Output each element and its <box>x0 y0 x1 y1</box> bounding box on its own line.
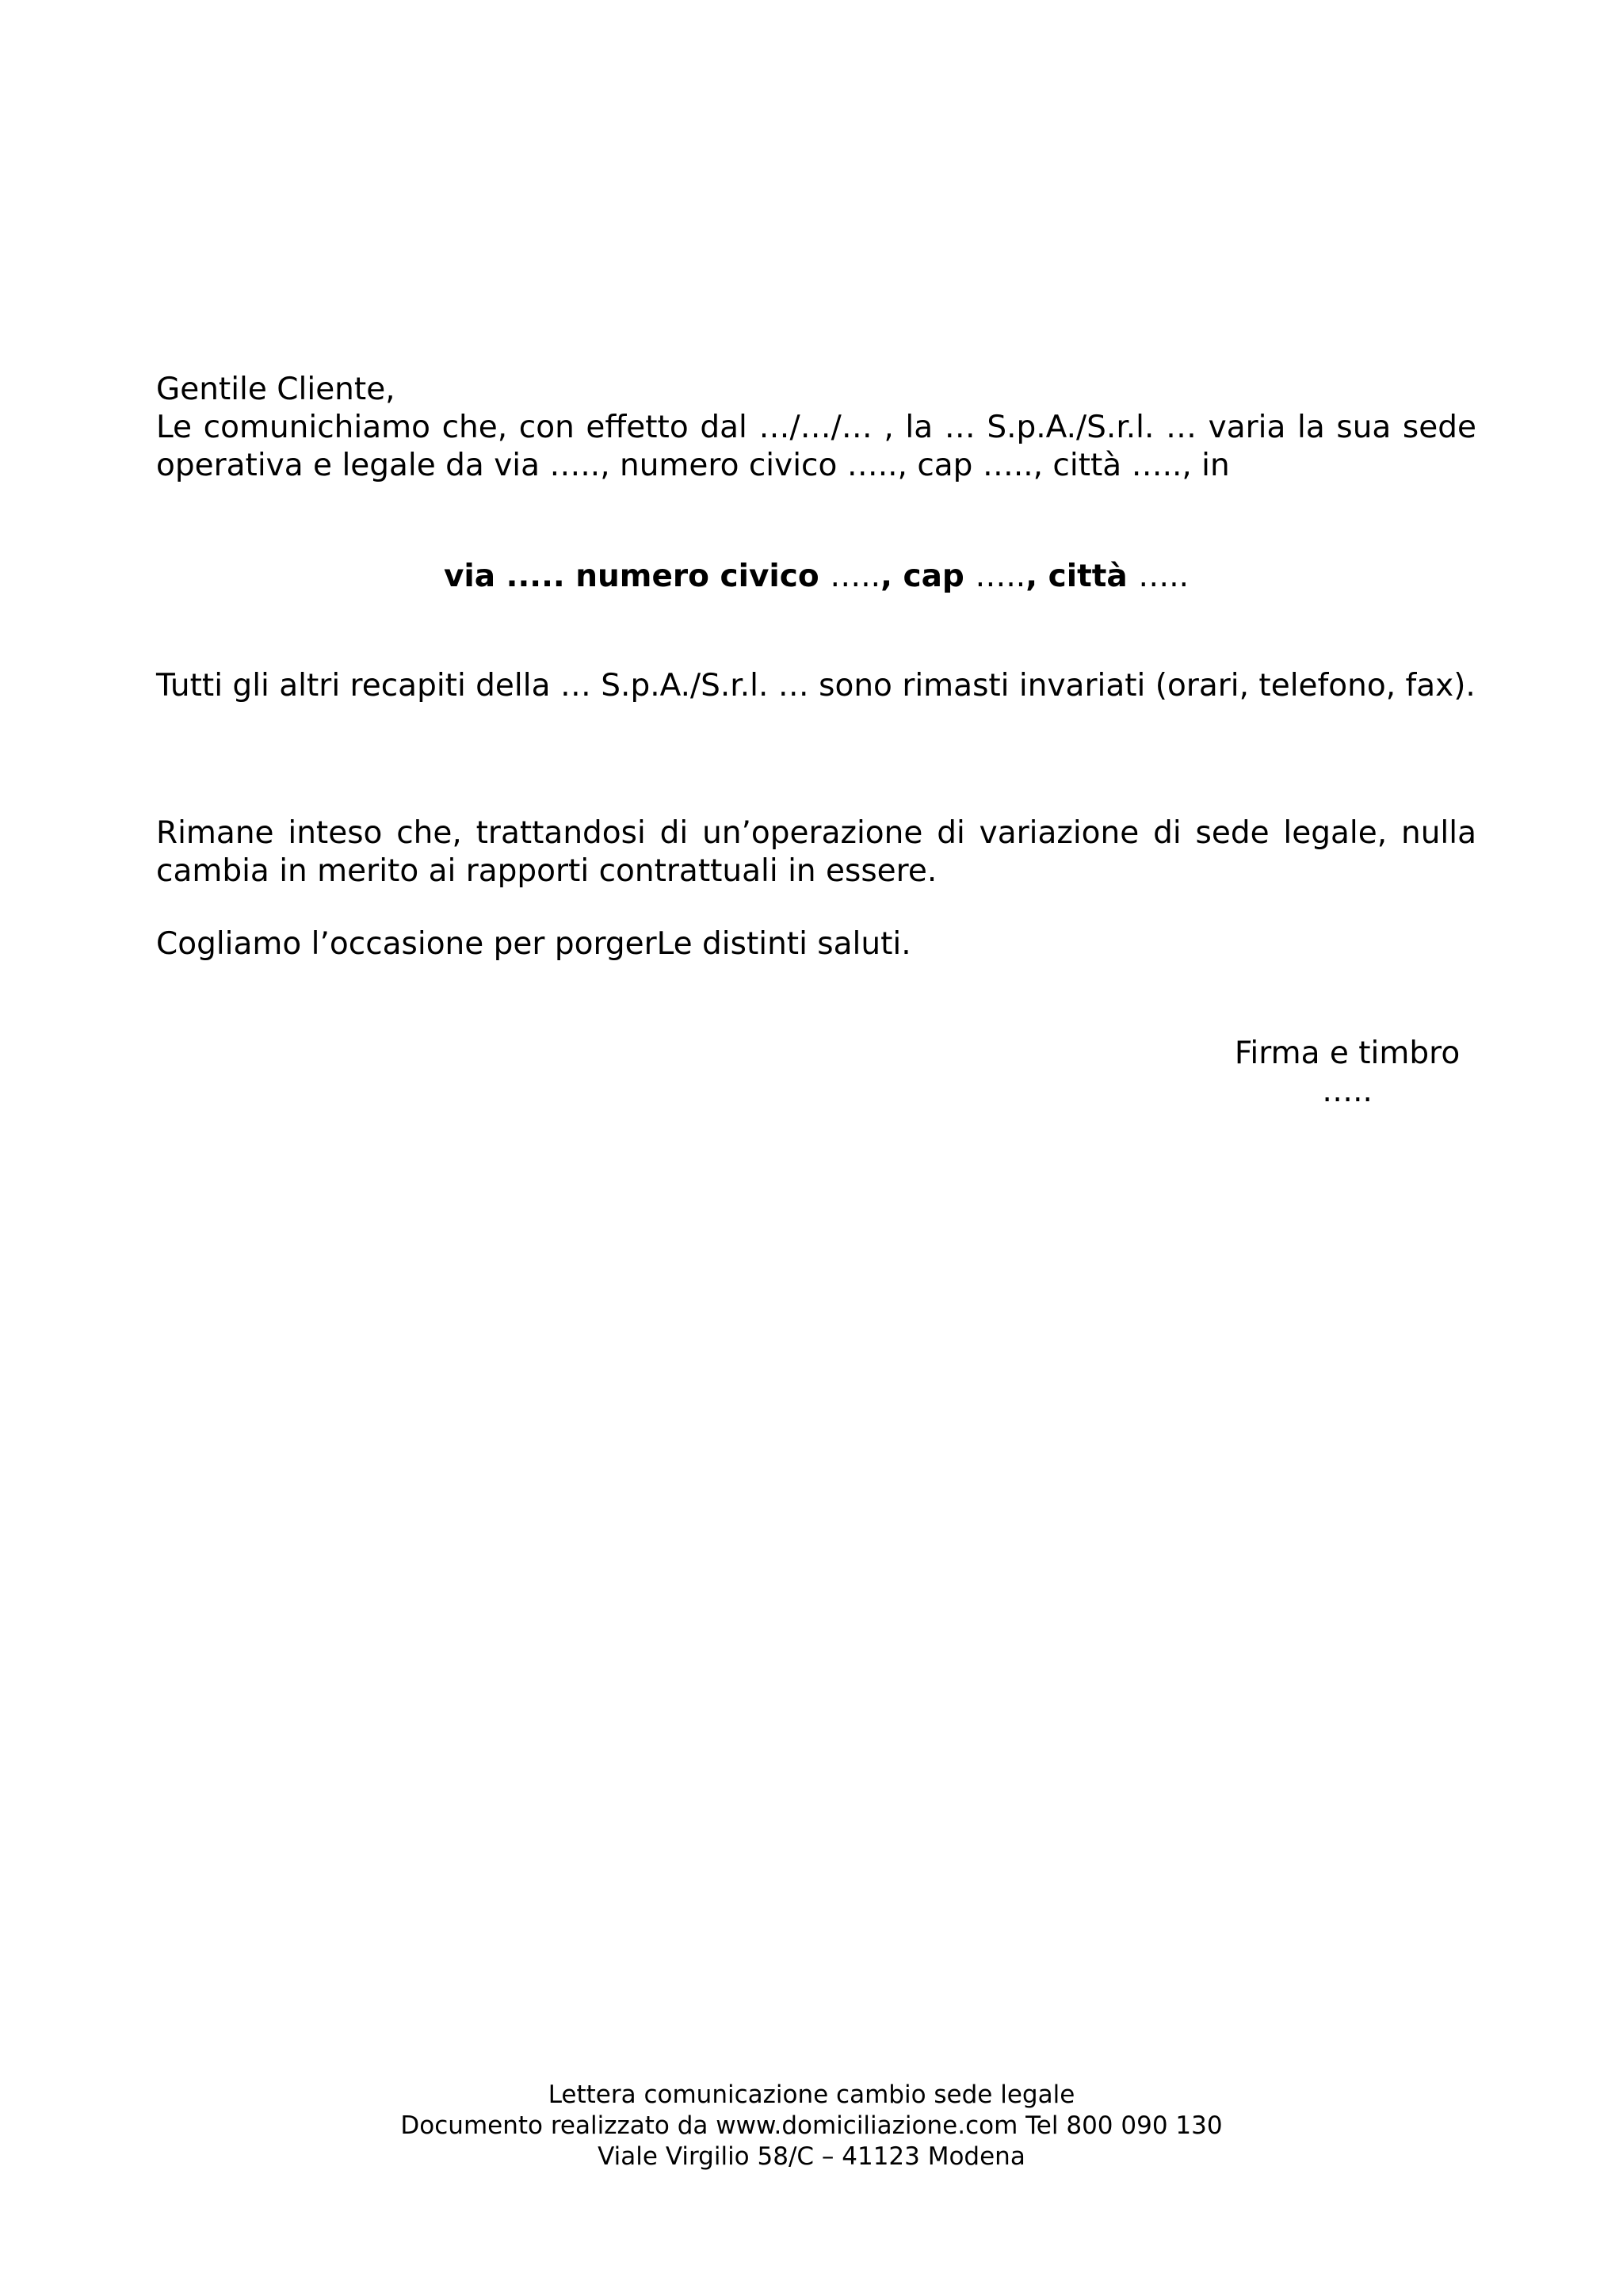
footer-author: Documento realizzato da www.domiciliazione.com Tel 800 090 130 <box>400 2111 1223 2140</box>
closing-line: Cogliamo l’occasione per porgerLe distinti saluti. <box>156 926 911 962</box>
letter-body <box>156 371 1476 962</box>
intro-paragraph: Le comunichiamo che, con effetto dal …/…/… , la … S.p.A./S.r.l. … varia la sua sede operativa e legale da via ….., numero civico ….., cap ….., città ….., in <box>156 410 1476 483</box>
signature-block <box>1189 1035 1506 1111</box>
new-address-civico: ….. <box>830 559 881 594</box>
footer-title: Lettera comunicazione cambio sede legale <box>548 2081 1075 2109</box>
signature-label: Firma e timbro <box>1234 1035 1461 1071</box>
salutation: Gentile Cliente, <box>156 372 395 407</box>
signature-placeholder: ….. <box>1322 1074 1373 1109</box>
contacts-paragraph: Tutti gli altri recapiti della … S.p.A./S.r.l. … sono rimasti invariati (orari, telefono, fax). <box>156 668 1476 704</box>
new-address-line <box>156 558 1476 596</box>
footer-address: Viale Virgilio 58/C – 41123 Modena <box>598 2142 1025 2171</box>
page-footer <box>0 2080 1623 2172</box>
new-address-cap-label: , cap <box>880 559 976 594</box>
new-address-citta-label: , città <box>1025 559 1139 594</box>
understood-paragraph: Rimane inteso che, trattandosi di un’operazione di variazione di sede legale, nulla cambia in merito ai rapporti contrattuali in essere. <box>156 815 1476 889</box>
new-address-cap: ….. <box>975 559 1026 594</box>
new-address-via: via ..... numero civico <box>443 559 831 594</box>
new-address-citta: ….. <box>1138 559 1190 594</box>
